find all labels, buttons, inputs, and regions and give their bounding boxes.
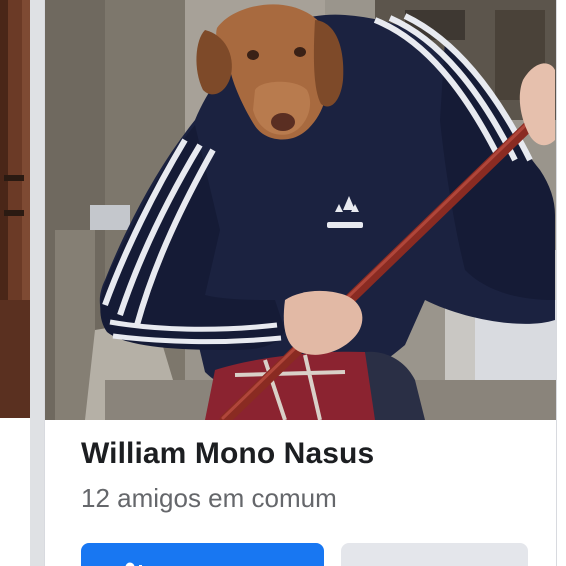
previous-suggestion-card[interactable] (0, 0, 30, 566)
add-friend-icon (121, 559, 145, 566)
mutual-friends-count[interactable]: 12 amigos em comum (81, 483, 337, 513)
friend-suggestion-card (44, 0, 557, 566)
suggested-friend-name[interactable]: William Mono Nasus (81, 437, 375, 470)
add-friend-button[interactable] (81, 543, 324, 566)
previous-suggestion-photo[interactable] (0, 0, 30, 418)
next-suggestion-card[interactable] (557, 0, 566, 566)
profile-photo[interactable] (45, 0, 556, 420)
remove-suggestion-button[interactable] (341, 543, 528, 566)
